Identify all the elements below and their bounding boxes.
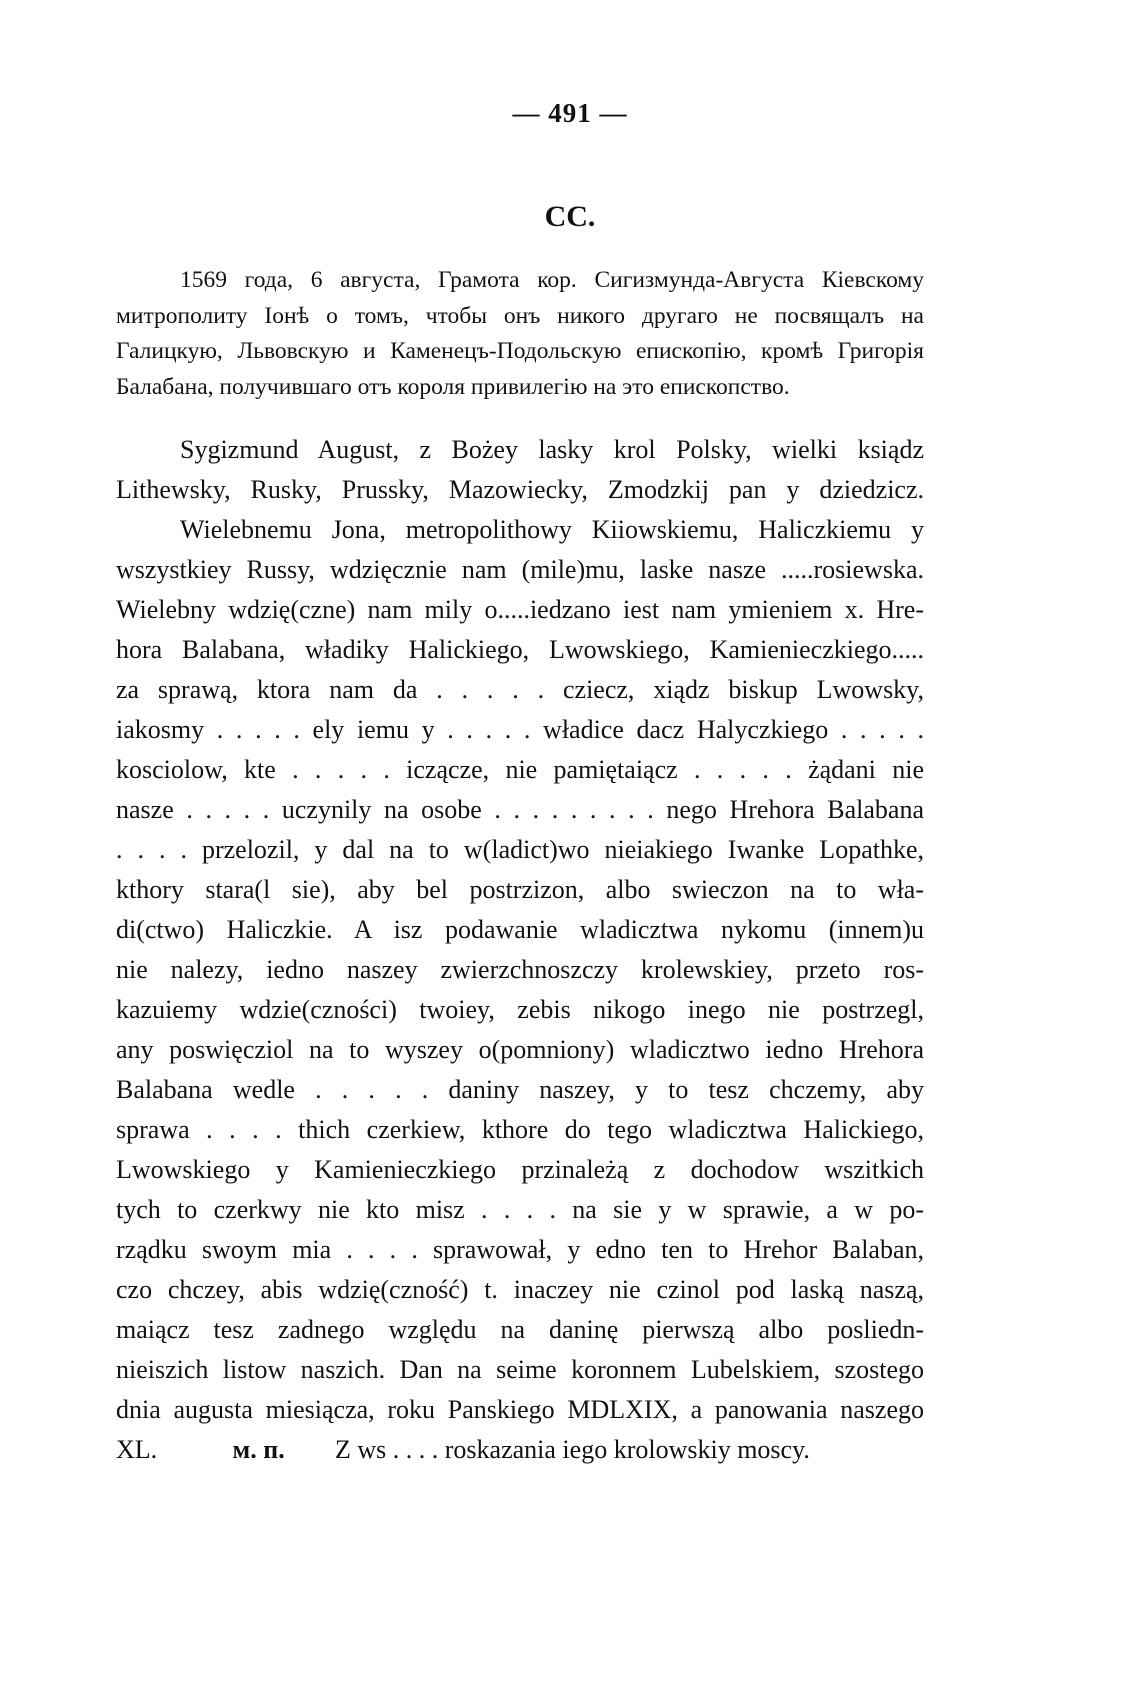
body-line: Wielebny wdzię(czne) nam mily o.....iedzano iest nam ymieniem x. Hre- (116, 595, 924, 624)
heading-line: митрополиту Іонѣ о томъ, чтобы онъ никого другаго не посвящалъ на (116, 302, 924, 329)
body-line: iakosmy . . . . . ely iemu y . . . . . władice dacz Halyczkiego . . . . . (116, 715, 924, 744)
closing-line (116, 1430, 924, 1470)
body-line: kazuiemy wdzie(czności) twoiey, zebis nikogo inego nie postrzegl, (116, 995, 924, 1024)
body-line: di(ctwo) Haliczkie. A isz podawanie wladicztwa nykomu (innem)u (116, 915, 924, 944)
body-line: . . . . przelozil, y dal na to w(ladict)wo nieiakiego Iwanke Lopathke, (116, 835, 924, 864)
document-body (116, 430, 924, 1470)
document-label: СС. (544, 200, 596, 233)
body-line: Sygizmund August, z Bożey lasky krol Polsky, wielki ksiądz (180, 435, 924, 464)
body-line: maiącz tesz zadnego względu na daninę pierwszą albo posliedn- (116, 1315, 924, 1344)
document-heading (116, 263, 924, 405)
reign-year: XL. (116, 1435, 158, 1464)
signature-line: Z ws . . . . roskazania iego krolowskiy moscy. (335, 1435, 810, 1464)
body-line: sprawa . . . . thich czerkiew, kthore do tego wladicztwa Halickiego, (116, 1115, 924, 1144)
heading-line: Балабана, получившаго отъ короля привилегію на это епископство. (116, 373, 790, 400)
heading-line: 1569 года, 6 августа, Грамота кор. Сигизмунда-Августа Кіевскому (180, 267, 924, 293)
heading-line: Галицкую, Львовскую и Каменецъ-Подольскую епископію, кромѣ Григорія (116, 338, 924, 364)
body-line: Lwowskiego y Kamienieczkiego przinależą z dochodow wszitkich (116, 1155, 924, 1184)
body-line: Lithewsky, Rusky, Prussky, Mazowiecky, Zmodzkij pan y dziedzicz. (116, 475, 924, 504)
body-line: hora Balabana, władiky Halickiego, Lwowskiego, Kamienieczkiego..... (116, 635, 924, 664)
body-line: tych to czerkwy nie kto misz . . . . na sie y w sprawie, a w po- (116, 1195, 924, 1224)
body-line: kthory stara(l sie), aby bel postrzizon, albo swieczon na to wła- (116, 875, 924, 904)
body-line: kosciolow, kte . . . . . iczącze, nie pamiętaiącz . . . . . żądani nie (116, 755, 924, 784)
body-line: Wielebnemu Jona, metropolithowy Kiiowskiemu, Haliczkiemu y (180, 515, 924, 544)
body-line: nieiszich listow naszich. Dan na seime koronnem Lubelskiem, szostego (116, 1355, 924, 1384)
body-line: wszystkiey Russy, wdzięcznie nam (mile)mu, laske nasze .....rosiewska. (116, 555, 924, 584)
body-line: Balabana wedle . . . . . daniny naszey, y to tesz chczemy, aby (116, 1075, 924, 1104)
body-line: nie nalezy, iedno naszey zwierzchnoszczy krolewskiey, przeto ros- (116, 955, 924, 984)
body-line: nasze . . . . . uczynily na osobe . . . . . . . . . nego Hrehora Balabana (116, 795, 924, 824)
body-line: za sprawą, ktora nam da . . . . . cziecz, xiądz biskup Lwowsky, (116, 675, 924, 704)
body-line: czo chczey, abis wdzię(czność) t. inaczey nie czinol pod laską naszą, (116, 1275, 924, 1304)
seal-mark: м. п. (232, 1435, 285, 1464)
body-line: dnia augusta miesiącza, roku Panskiego MDLXIX, a panowania naszego (116, 1395, 924, 1424)
page-number: — 491 — (512, 98, 628, 128)
body-line: any poswięcziol na to wyszey o(pomniony) wladicztwo iedno Hrehora (116, 1035, 924, 1064)
body-line: rządku swoym mia . . . . sprawował, y edno ten to Hrehor Balaban, (116, 1235, 924, 1264)
